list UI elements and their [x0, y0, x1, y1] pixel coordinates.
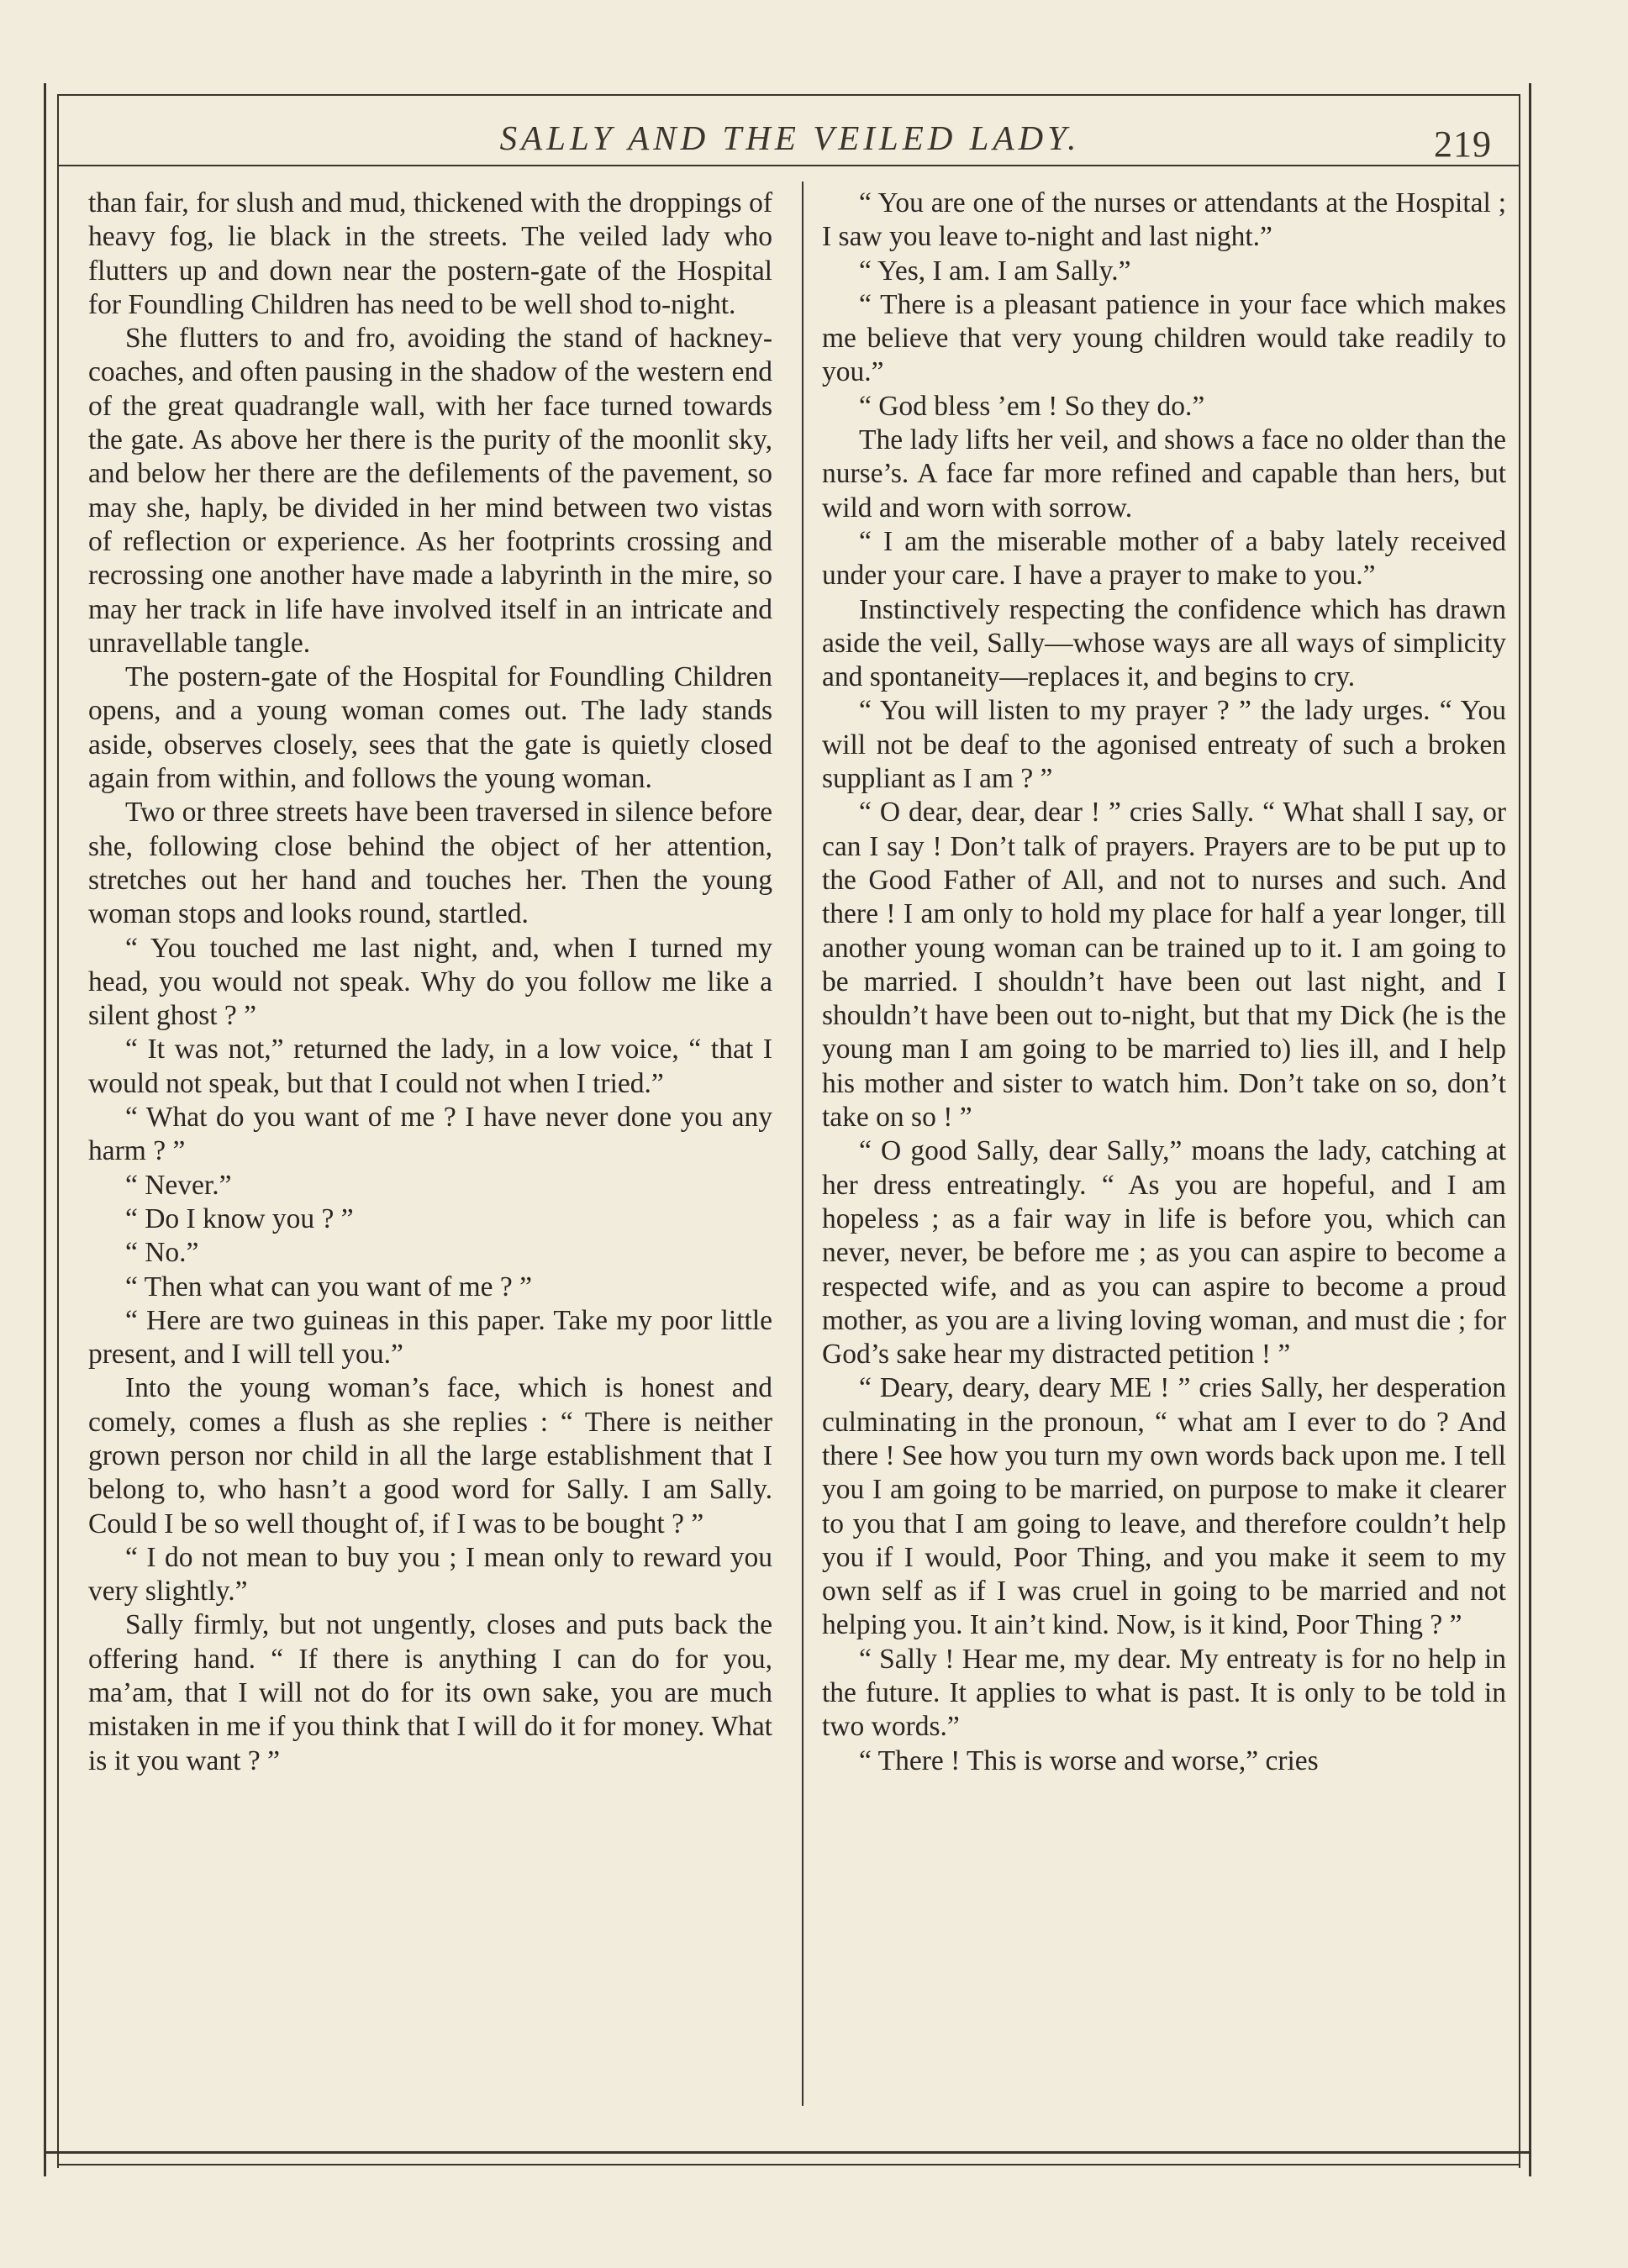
left-column: [88, 187, 772, 1778]
right-column: [822, 187, 1506, 1778]
paragraph: than fair, for slush and mud, thickened with the droppings of heavy fog, lie black in the streets. The veiled lady who flutters up and down near the postern-gate of the Hospital for Foundling Children has need to be well shod to-night.: [88, 187, 772, 320]
paragraph: “ I am the miserable mother of a baby lately received under your care. I have a prayer to make to you.”: [822, 525, 1506, 592]
paragraph: “ Deary, deary, deary ME ! ” cries Sally, her desperation culminating in the pronoun, “ what am I ever to do ? And there ! See how you turn my own words back upon me. I tell you I am going to be married, on purpose to make it clearer to you that I am going to leave, and therefore couldn’t help you if I would, Poor Thing, and you make it seem to my own self as if I was cruel in going to be married and not helping you. It ain’t kind. Now, is it kind, Poor Thing ? ”: [822, 1372, 1506, 1641]
paragraph: Instinctively respecting the confidence which has drawn aside the veil, Sally—whose ways are all ways of simplicity and spontaneity—replaces it, and begins to cry.: [822, 593, 1506, 693]
paragraph: “ I do not mean to buy you ; I mean only to reward you very slightly.”: [88, 1541, 772, 1608]
header-rule-bottom: [57, 165, 1520, 166]
paragraph: “ There ! This is worse and worse,” cries: [859, 1744, 1319, 1776]
paragraph: “ Do I know you ? ”: [125, 1202, 354, 1234]
paragraph: The postern-gate of the Hospital for Foundling Children opens, and a young woman comes out. The lady stands aside, observes closely, sees that the gate is quietly closed again from within, and follows the young woman.: [88, 661, 772, 795]
paragraph: “ Then what can you want of me ? ”: [125, 1271, 533, 1302]
page-number: 219: [1434, 124, 1492, 165]
paragraph: “ What do you want of me ? I have never done you any harm ? ”: [88, 1102, 772, 1167]
paragraph: “ You touched me last night, and, when I turned my head, you would not speak. Why do you follow me like a silent ghost ? ”: [88, 932, 772, 1032]
paragraph: The lady lifts her veil, and shows a face no older than the nurse’s. A face far more refined and capable than hers, but wild and worn with sorrow.: [822, 424, 1506, 524]
paragraph: “ Never.”: [125, 1169, 232, 1201]
column-divider: [802, 182, 803, 2106]
paragraph: “ No.”: [125, 1237, 199, 1269]
paragraph: “ O dear, dear, dear ! ” cries Sally. “ What shall I say, or can I say ! Don’t talk of prayers. Prayers are to be put up to the Good Father of All, and not to nurses and such. And there ! I am only to hold my place for half a year longer, till another young woman can be trained up to it. I am going to be married. I shouldn’t have been out last night, and I shouldn’t have been out to-night, but that my Dick (he is the young man I am going to be married to) lies ill, and I help his mother and sister to watch him. Don’t take on so, don’t take on so ! ”: [822, 797, 1506, 1134]
paragraph: “ Yes, I am. I am Sally.”: [859, 255, 1131, 287]
header-rule-top: [57, 94, 1520, 96]
paragraph: “ O good Sally, dear Sally,” moans the lady, catching at her dress entreatingly. “ As you are hopeful, and I am hopeless ; as a fair way in life is before you, which can never, never, be before me ; as you can aspire to become a respected wife, and as you can aspire to become a proud mother, as you are a living loving woman, and must die ; for God’s sake hear my distracted petition ! ”: [822, 1135, 1506, 1371]
paragraph: Into the young woman’s face, which is honest and comely, comes a flush as she replies : “ There is neither grown person nor child in all the large establishment that I belong to, who hasn’t a good word for Sally. I am Sally. Could I be so well thought of, if I was to be bought ? ”: [88, 1372, 772, 1539]
footer-rule-inner: [57, 2164, 1520, 2165]
footer-rule-outer: [44, 2151, 1531, 2154]
paragraph: “ Here are two guineas in this paper. Take my poor little present, and I will tell you.”: [88, 1304, 772, 1371]
paragraph: She flutters to and fro, avoiding the stand of hackney-coaches, and often pausing in the shadow of the western end of the great quadrangle wall, with her face turned towards the gate. As above her there is the purity of the moonlit sky, and below her there are the defilements of the pavement, so may she, haply, be divided in her mind between two vistas of reflection or experience. As her footprints crossing and recrossing one another have made a labyrinth in the mire, so may her track in life have involved itself in an intricate and unravellable tangle.: [88, 323, 772, 659]
paragraph: “ God bless ’em ! So they do.”: [859, 390, 1205, 422]
paragraph: Two or three streets have been traversed in silence before she, following close behind the object of her attention, stretches out her hand and touches her. Then the young woman stops and looks round, startled.: [88, 797, 772, 930]
paragraph: “ It was not,” returned the lady, in a low voice, “ that I would not speak, but that I could not when I tried.”: [88, 1034, 772, 1099]
running-title: SALLY AND THE VEILED LADY.: [499, 118, 1081, 157]
paragraph: “ You will listen to my prayer ? ” the lady urges. “ You will not be deaf to the agonised entreaty of such a broken suppliant as I am ? ”: [822, 695, 1506, 795]
paragraph: Sally firmly, but not ungently, closes and puts back the offering hand. “ If there is anything I can do for you, ma’am, that I will not do for its own sake, you are much mistaken in me if you think that I will do it for money. What is it you want ? ”: [88, 1609, 772, 1776]
paragraph: “ You are one of the nurses or attendants at the Hospital ; I saw you leave to-night and last night.”: [822, 187, 1506, 253]
paragraph: “ There is a pleasant patience in your face which makes me believe that very young children would take readily to you.”: [822, 288, 1506, 388]
paragraph: “ Sally ! Hear me, my dear. My entreaty is for no help in the future. It applies to what is past. It is only to be told in two words.”: [822, 1643, 1506, 1743]
